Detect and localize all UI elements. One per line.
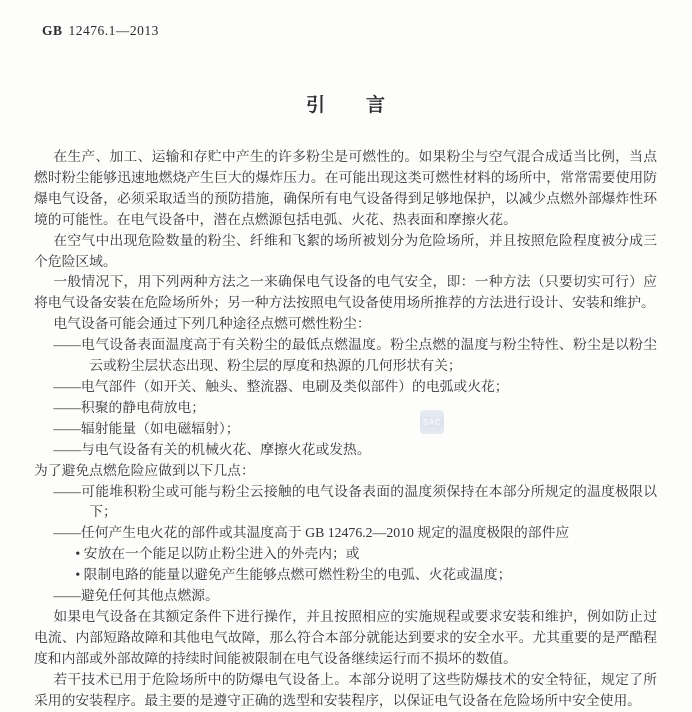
- watermark-label: SAC: [422, 417, 442, 427]
- paragraph: ——电气部件（如开关、触头、整流器、电刷及类似部件）的电弧或火花；: [53, 378, 509, 394]
- standard-code-prefix: GB: [42, 23, 63, 38]
- page-title: 引 言: [305, 95, 386, 116]
- paragraph: 如果电气设备在其额定条件下进行操作，并且按照相应的实施规程或要求安装和维护，例如防止过电流、内部短路故障和其他电气故障，那么符合本部分就能达到要求的安全水平。尤其重要的是严酷程度和内部或外部故障的持续时间能被限制在电气设备继续运行而不损坏的数值。: [34, 608, 657, 666]
- standard-code-number: 12476.1—2013: [68, 23, 159, 38]
- standard-code: [42, 23, 159, 39]
- paragraph: ——辐射能量（如电磁辐射）；: [53, 420, 240, 436]
- paragraph: ——避免任何其他点燃源。: [53, 588, 219, 604]
- watermark-stamp: [420, 410, 444, 434]
- paragraph: ——电气设备表面温度高于有关粉尘的最低点燃温度。粉尘点燃的温度与粉尘特性、粉尘是以粉尘云或粉尘层状态出现、粉尘层的厚度和热源的几何形状有关；: [53, 337, 657, 374]
- paragraph: 若干技术已用于危险场所中的防爆电气设备上。本部分说明了这些防爆技术的安全特征，规定了所采用的安装程序。最主要的是遵守正确的选型和安装程序，以保证电气设备在危险场所中安全使用。: [34, 671, 657, 708]
- document-body: [34, 147, 657, 711]
- paragraph: 为了避免点燃危险应做到以下几点：: [34, 462, 255, 478]
- paragraph: ——与电气设备有关的机械火花、摩擦火花或发热。: [53, 441, 371, 457]
- paragraph: 在空气中出现危险数量的粉尘、纤维和飞絮的场所被划分为危险场所，并且按照危险程度被分成三个危险区域。: [34, 232, 657, 269]
- paragraph: • 限制电路的能量以避免产生能够点燃可燃性粉尘的电弧、火花或温度；: [75, 567, 512, 583]
- paragraph: ——积聚的静电荷放电；: [53, 399, 206, 415]
- paragraph: ——任何产生电火花的部件或其温度高于 GB 12476.2—2010 规定的温度极限的部件应: [53, 525, 570, 541]
- paragraph: 在生产、加工、运输和存贮中产生的许多粉尘是可燃性的。如果粉尘与空气混合成适当比例，当点燃时粉尘能够迅速地燃烧产生巨大的爆炸压力。在可能出现这类可燃性材料的场所中，常常需要使用防爆电气设备，必须采取适当的预防措施，确保所有电气设备得到足够地保护，以减少点燃外部爆炸性环境的可能性。在电气设备中，潜在点燃源包括电弧、火花、热表面和摩擦火花。: [34, 149, 657, 227]
- paragraph: • 安放在一个能足以防止粉尘进入的外壳内；或: [75, 546, 360, 562]
- paragraph: ——可能堆积粉尘或可能与粉尘云接触的电气设备表面的温度须保持在本部分所规定的温度极限以下；: [53, 483, 657, 520]
- paragraph: 一般情况下，用下列两种方法之一来确保电气设备的电气安全，即：一种方法（只要切实可行）应将电气设备安装在危险场所外；另一种方法按照电气设备使用场所推荐的方法进行设计、安装和维护。: [34, 274, 657, 311]
- paragraph: 电气设备可能会通过下列几种途径点燃可燃性粉尘：: [53, 316, 371, 332]
